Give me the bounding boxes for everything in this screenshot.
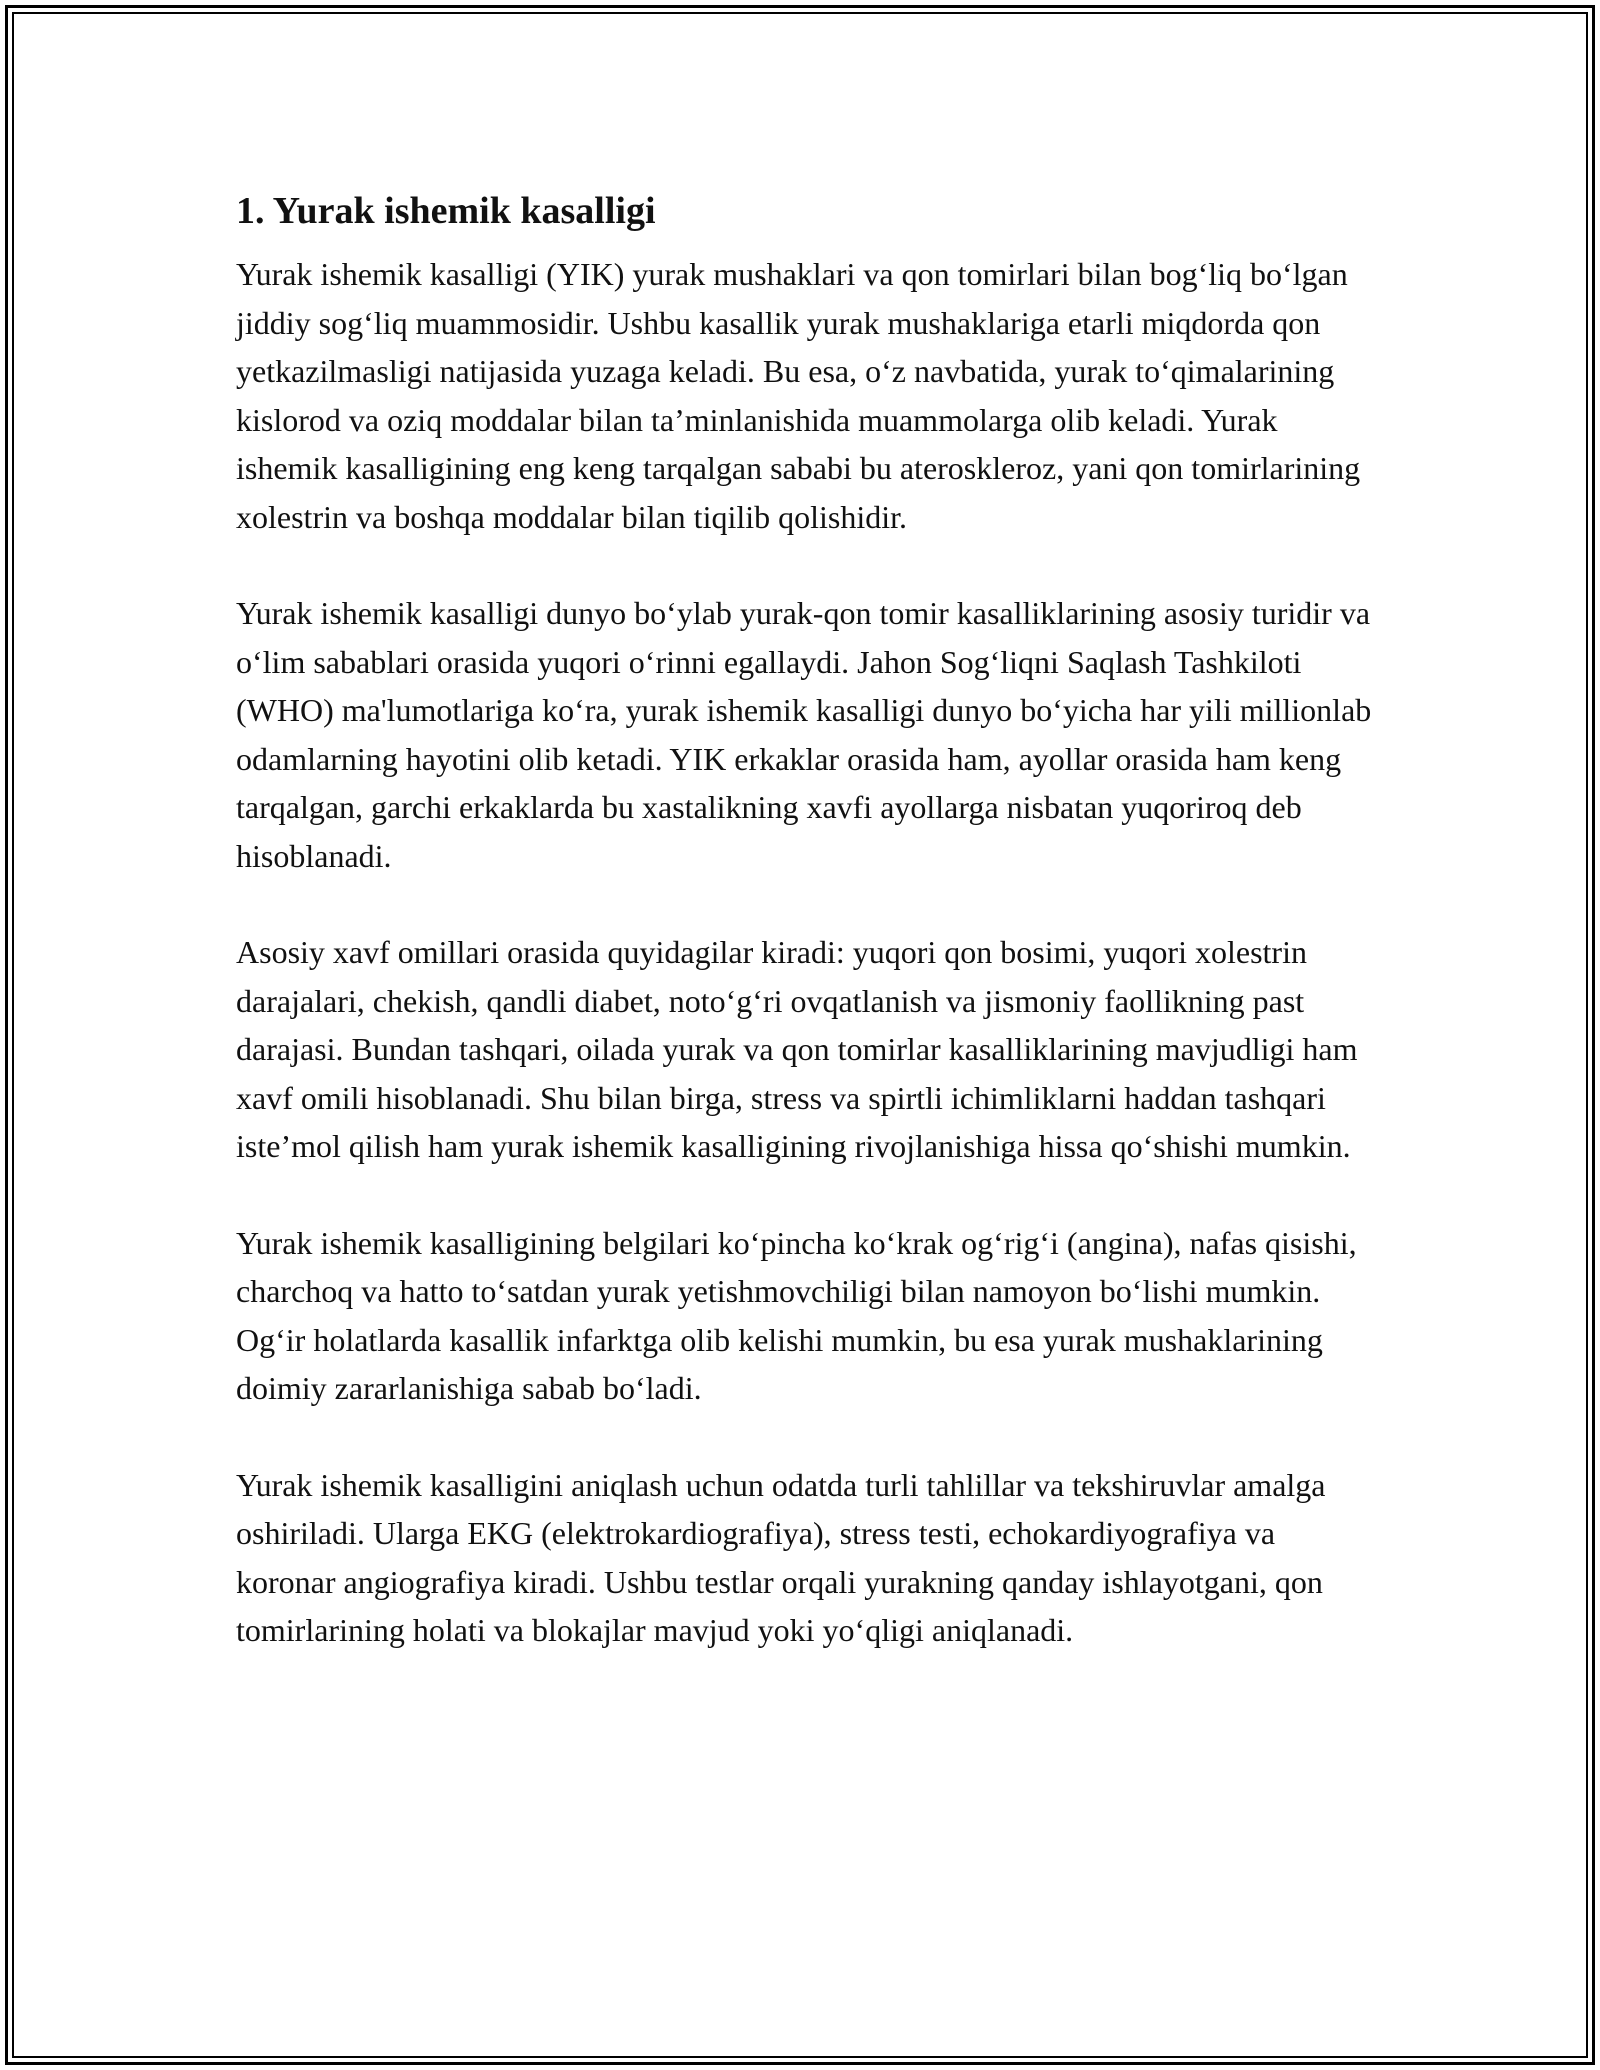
paragraph-risk-factors: Asosiy xavf omillari orasida quyidagilar kiradi: yuqori qon bosimi, yuqori xolestrin darajalari, chekish, qandli diabet, noto‘g‘ri ovqatlanish va jismoniy faollikning past darajasi. Bundan tashqari, oilada yurak va qon tomirlar kasalliklarining mavjudligi ham xavf omili hisoblanadi. Shu bilan birga, stress va spirtli ichimliklarni haddan tashqari iste’mol qilish ham yurak ishemik kasalligining rivojlanishiga hissa qo‘shishi mumkin.: [236, 934, 1358, 1164]
document-body: [236, 186, 1376, 1703]
paragraph-diagnosis: Yurak ishemik kasalligini aniqlash uchun odatda turli tahlillar va tekshiruvlar amalga oshiriladi. Ularga EKG (elektrokardiografiya), stress testi, echokardiyografiya va koronar angiografiya kiradi. Ushbu testlar orqali yurakning qanday ishlayotgani, qon tomirlarining holati va blokajlar mavjud yoki yo‘qligi aniqlanadi.: [236, 1466, 1326, 1648]
section-heading: 1. Yurak ishemik kasalligi: [236, 190, 656, 232]
paragraph-symptoms: Yurak ishemik kasalligining belgilari ko‘pincha ko‘krak og‘rig‘i (angina), nafas qisishi, charchoq va hatto to‘satdan yurak yetishmovchiligi bilan namoyon bo‘lishi mumkin. Og‘ir holatlarda kasallik infarktga olib kelishi mumkin, bu esa yurak mushaklarining doimiy zararlanishiga sabab bo‘ladi.: [236, 1224, 1357, 1406]
paragraph-intro: Yurak ishemik kasalligi (YIK) yurak mushaklari va qon tomirlari bilan bog‘liq bo‘lgan jiddiy sog‘liq muammosidir. Ushbu kasallik yurak mushaklariga etarli miqdorda qon yetkazilmasligi natijasida yuzaga keladi. Bu esa, o‘z navbatida, yurak to‘qimalarining kislorod va oziq moddalar bilan ta’minlanishida muammolarga olib keladi. Yurak ishemik kasalligining eng keng tarqalgan sababi bu ateroskleroz, yani qon tomirlarining xolestrin va boshqa moddalar bilan tiqilib qolishidir.: [236, 256, 1361, 535]
paragraph-prevalence: Yurak ishemik kasalligi dunyo bo‘ylab yurak-qon tomir kasalliklarining asosiy turidir va o‘lim sabablari orasida yuqori o‘rinni egallaydi. Jahon Sog‘liqni Saqlash Tashkiloti (WHO) ma'lumotlariga ko‘ra, yurak ishemik kasalligi dunyo bo‘yicha har yili millionlab odamlarning hayotini olib ketadi. YIK erkaklar orasida ham, ayollar orasida ham keng tarqalgan, garchi erkaklarda bu xastalikning xavfi ayollarga nisbatan yuqoriroq deb hisoblanadi.: [236, 595, 1372, 874]
